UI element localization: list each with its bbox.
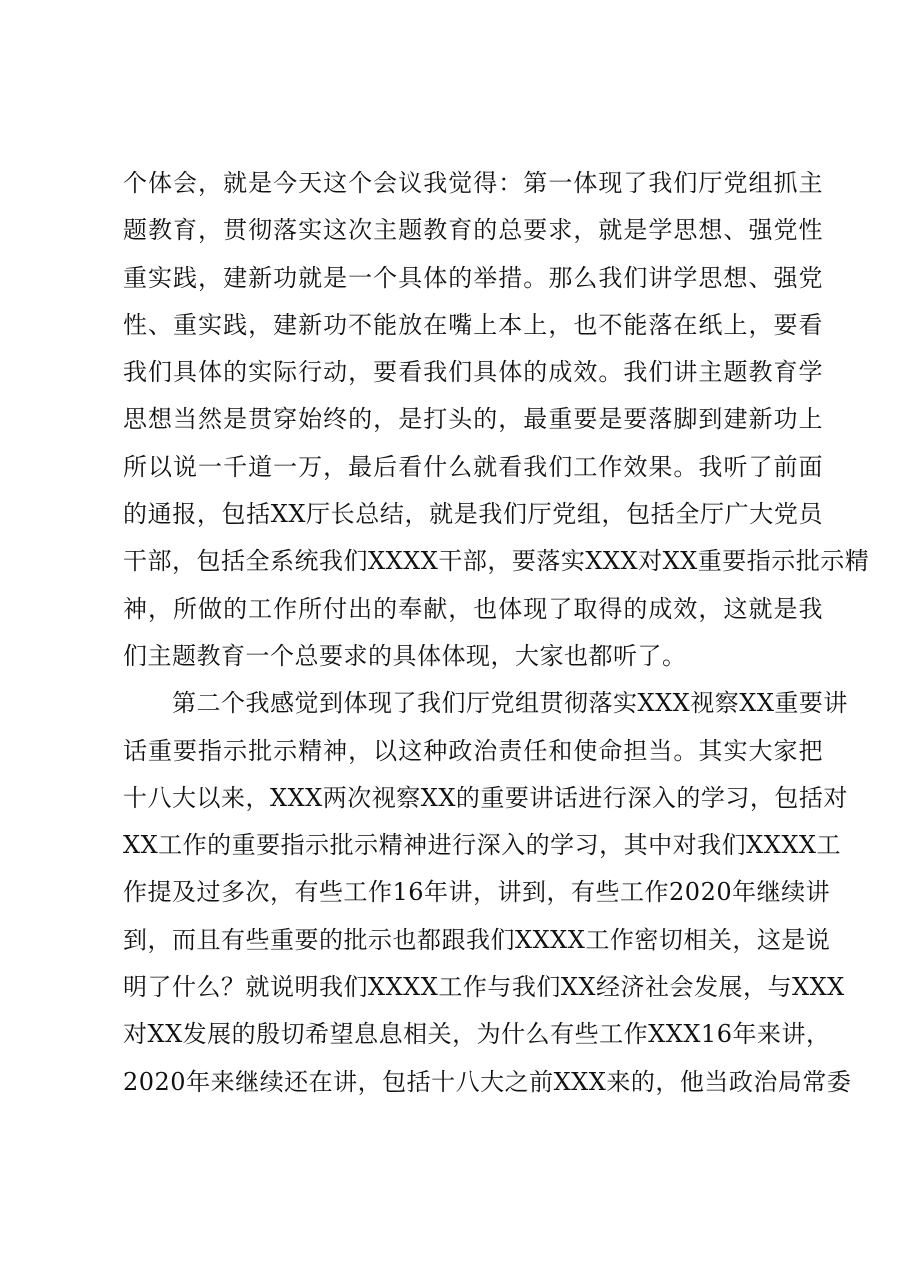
text-line: 到，而且有些重要的批示也都跟我们XXXX工作密切相关，这是说 xyxy=(123,925,831,954)
document-body xyxy=(123,160,870,1106)
text-line: 对XX发展的殷切希望息息相关，为什么有些工作XXX16年来讲， xyxy=(123,1020,831,1049)
text-line: 话重要指示批示精神，以这种政治责任和使命担当。其实大家把 xyxy=(123,736,823,765)
text-line: 题教育，贯彻落实这次主题教育的总要求，就是学思想、强党性 xyxy=(123,216,823,245)
text-line: 明了什么？就说明我们XXXX工作与我们XX经济社会发展，与XXX xyxy=(123,973,845,1002)
text-line: 第二个我感觉到体现了我们厅党组贯彻落实XXX视察XX重要讲 xyxy=(123,689,848,718)
text-line: 的通报，包括XX厅长总结，就是我们厅党组，包括全厅广大党员 xyxy=(123,500,823,529)
text-line: 2020年来继续还在讲，包括十八大之前XXX来的，他当政治局常委 xyxy=(123,1067,852,1096)
text-line: 个体会，就是今天这个会议我觉得：第一体现了我们厅党组抓主 xyxy=(123,169,823,197)
text-line: 干部，包括全系统我们XXXX干部，要落实XXX对XX重要指示批示精 xyxy=(123,547,870,576)
text-line: 神，所做的工作所付出的奉献，也体现了取得的成效，这就是我 xyxy=(123,594,823,623)
text-line: 重实践，建新功就是一个具体的举措。那么我们讲学思想、强党 xyxy=(123,263,823,292)
text-line: 所以说一千道一万，最后看什么就看我们工作效果。我听了前面 xyxy=(123,452,823,481)
text-line: 我们具体的实际行动，要看我们具体的成效。我们讲主题教育学 xyxy=(123,358,823,387)
text-line: 思想当然是贯穿始终的，是打头的，最重要是要落脚到建新功上 xyxy=(123,405,823,434)
text-line: 性、重实践，建新功不能放在嘴上本上，也不能落在纸上，要看 xyxy=(123,310,823,339)
text-line: 作提及过多次，有些工作16年讲，讲到，有些工作2020年继续讲 xyxy=(123,878,831,907)
text-line: XX工作的重要指示批示精神进行深入的学习，其中对我们XXXX工 xyxy=(123,831,842,860)
text-line: 们主题教育一个总要求的具体体现，大家也都听了。 xyxy=(123,641,687,670)
text-line: 十八大以来，XXX两次视察XX的重要讲话进行深入的学习，包括对 xyxy=(123,783,848,812)
